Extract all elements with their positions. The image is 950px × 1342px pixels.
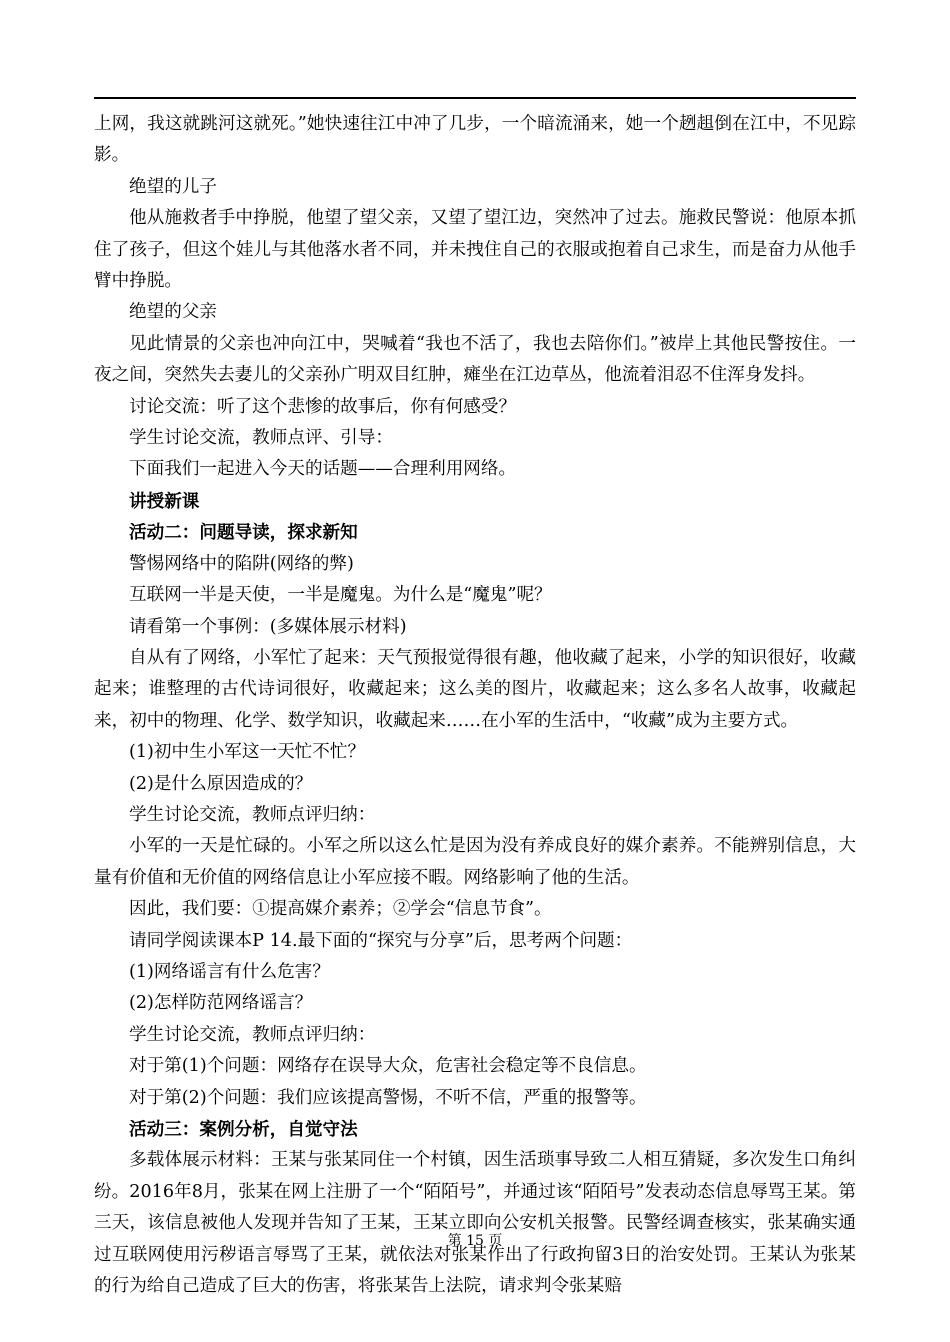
paragraph: (1)网络谣言有什么危害？ [129, 961, 330, 982]
paragraph: 上网，我这就跳河这就死。”她快速往江中冲了几步，一个暗流涌来，她一个趔趄倒在江中，不见踪影。 [94, 114, 856, 166]
paragraph: 绝望的父亲 [129, 302, 217, 323]
paragraph: 自从有了网络，小军忙了起来：天气预报觉得很有趣，他收藏了起来，小学的知识很好，收藏起来；谁整理的古代诗词很好，收藏起来；这么美的图片，收藏起来；这么多名人故事，收藏起来，初中的物理、化学、数学知识，收藏起来……在小军的生活中，“收藏”成为主要方式。 [94, 647, 856, 731]
paragraph: 学生讨论交流，教师点评归纳： [129, 1024, 376, 1045]
paragraph: 互联网一半是天使，一半是魔鬼。为什么是“魔鬼”呢？ [129, 585, 552, 606]
paragraph: 学生讨论交流，教师点评归纳： [129, 804, 376, 825]
header-rule [94, 97, 856, 99]
paragraph: (1)初中生小军这一天忙不忙？ [129, 742, 366, 763]
paragraph: 他从施救者手中挣脱，他望了望父亲，又望了望江边，突然冲了过去。施救民警说：他原本抓住了孩子，但这个娃儿与其他落水者不同，并未拽住自己的衣服或抱着自己求生，而是奋力从他手臂中挣脱。 [94, 208, 856, 292]
paragraph: 讨论交流：听了这个悲惨的故事后，你有何感受？ [129, 396, 517, 417]
page-number: 第 15 页 [447, 1233, 503, 1249]
section-heading: 活动三：案例分析，自觉守法 [129, 1119, 358, 1140]
paragraph: 绝望的儿子 [129, 176, 217, 197]
section-heading: 活动二：问题导读，探求新知 [129, 522, 358, 544]
paragraph: 学生讨论交流，教师点评、引导： [129, 428, 393, 449]
paragraph: 因此，我们要：①提高媒介素养；②学会“信息节食”。 [129, 899, 552, 920]
paragraph: 对于第(2)个问题：我们应该提高警惕，不听不信，严重的报警等。 [129, 1087, 647, 1108]
paragraph: 警惕网络中的陷阱(网络的弊) [129, 553, 354, 574]
paragraph: (2)怎样防范网络谣言？ [129, 993, 313, 1014]
paragraph: 请看第一个事例：(多媒体展示材料) [129, 616, 407, 637]
section-heading: 讲授新课 [129, 490, 200, 512]
paragraph: 对于第(1)个问题：网络存在误导大众，危害社会稳定等不良信息。 [129, 1056, 647, 1077]
paragraph: 下面我们一起进入今天的话题——合理利用网络。 [129, 459, 517, 480]
paragraph: 请同学阅读课本P 14.最下面的“探究与分享”后，思考两个问题： [129, 930, 633, 951]
paragraph: 见此情景的父亲也冲向江中，哭喊着“我也不活了，我也去陪你们。”被岸上其他民警按住。一夜之间，突然失去妻儿的父亲孙广明双目红肿，瘫坐在江边草丛，他流着泪忍不住浑身发抖。 [94, 333, 856, 386]
document-body [94, 109, 856, 1302]
paragraph: 小军的一天是忙碌的。小军之所以这么忙是因为没有养成良好的媒介素养。不能辨别信息，大量有价值和无价值的网络信息让小军应接不暇。网络影响了他的生活。 [94, 836, 856, 888]
paragraph: 多载体展示材料：王某与张某同住一个村镇，因生活琐事导致二人相互猜疑，多次发生口角纠纷。2016年8月，张某在网上注册了一个“陌陌号”，并通过该“陌陌号”发表动态信息辱骂王某。第三天，该信息被他人发现并告知了王某，王某立即向公安机关报警。民警经调查核实，张某确实通过互联网使用污秽语言辱骂了王某，就依法对张某作出了行政拘留3日的治安处罚。王某认为张某的行为给自己造成了巨大的伤害，将张某告上法院，请求判令张某赔 [94, 1150, 856, 1297]
paragraph: (2)是什么原因造成的？ [129, 773, 313, 794]
